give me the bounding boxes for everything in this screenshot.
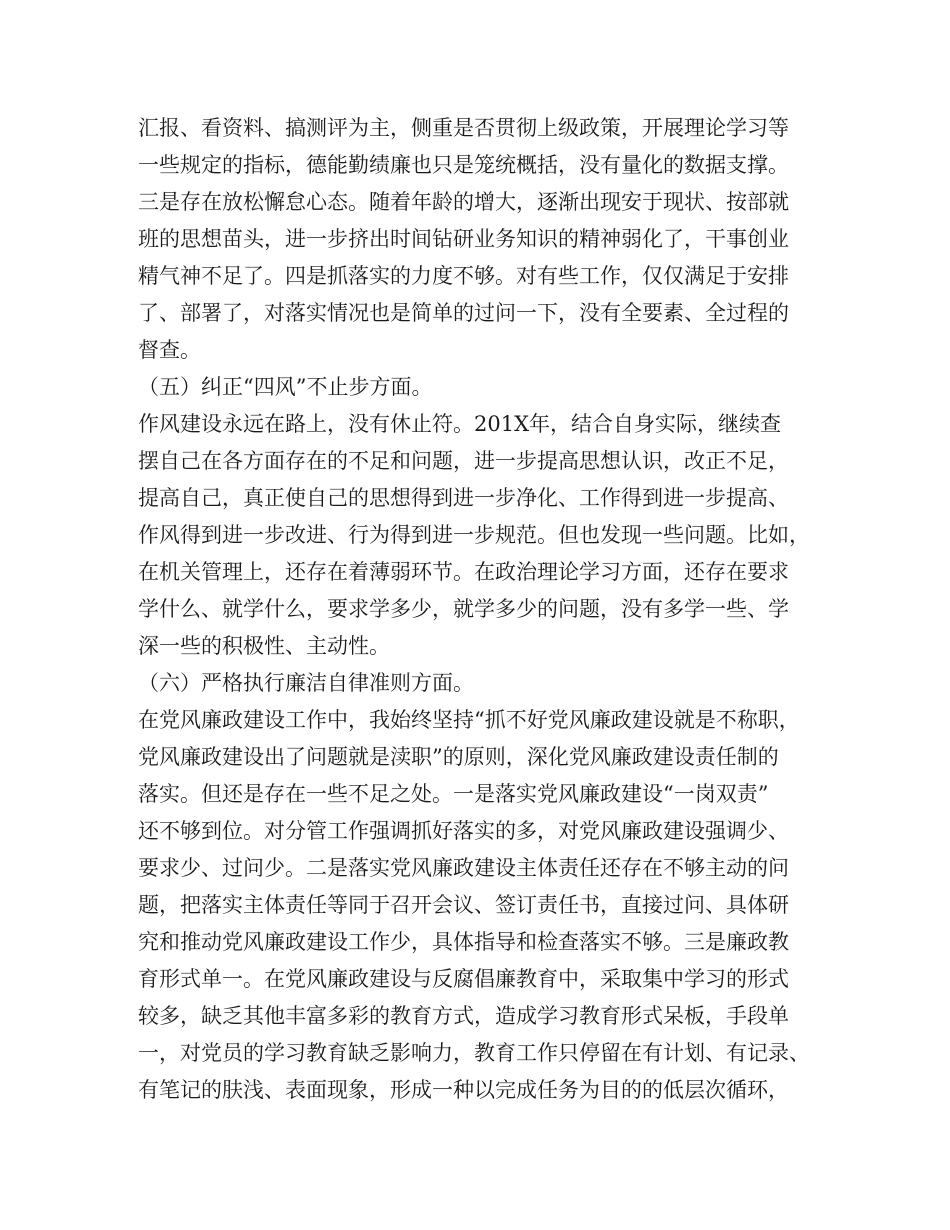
document-text-line: 提高自己，真正使自己的思想得到进一步净化、工作得到进一步提高、 — [138, 486, 789, 510]
document-text-line: （六）严格执行廉洁自律准则方面。 — [138, 671, 474, 695]
document-text-line: 一些规定的指标，德能勤绩廉也只是笼统概括，没有量化的数据支撑。 — [138, 153, 789, 177]
document-text-line: 学什么、就学什么，要求学多少，就学多少的问题，没有多学一些、学 — [138, 597, 789, 621]
document-text-line: 在党风廉政建设工作中，我始终坚持“抓不好党风廉政建设就是不称职， — [138, 708, 800, 732]
document-text-line: 摆自己在各方面存在的不足和问题，进一步提高思想认识，改正不足， — [138, 449, 789, 473]
document-text-line: （五）纠正“四风”不止步方面。 — [138, 375, 433, 399]
document-text-line: 三是存在放松懈怠心态。随着年龄的增大，逐渐出现安于现状、按部就 — [138, 190, 789, 214]
document-text-line: 落实。但还是存在一些不足之处。一是落实党风廉政建设“一岗双责” — [138, 782, 769, 806]
document-text-line: 究和推动党风廉政建设工作少，具体指导和检查落实不够。三是廉政教 — [138, 930, 789, 954]
document-text-line: 有笔记的肤浅、表面现象，形成一种以完成任务为目的的低层次循环， — [138, 1078, 789, 1102]
document-text-line: 一，对党员的学习教育缺乏影响力，教育工作只停留在有计划、有记录、 — [138, 1041, 810, 1065]
document-text-line: 要求少、过问少。二是落实党风廉政建设主体责任还存在不够主动的问 — [138, 856, 789, 880]
document-text-line: 较多，缺乏其他丰富多彩的教育方式，造成学习教育形式呆板，手段单 — [138, 1004, 789, 1028]
document-text-line: 作风得到进一步改进、行为得到进一步规范。但也发现一些问题。比如， — [138, 523, 810, 547]
document-text-line: 了、部署了，对落实情况也是简单的过问一下，没有全要素、全过程的 — [138, 301, 789, 325]
document-text-line: 在机关管理上，还存在着薄弱环节。在政治理论学习方面，还存在要求 — [138, 560, 789, 584]
document-text-line: 还不够到位。对分管工作强调抓好落实的多，对党风廉政建设强调少、 — [138, 819, 789, 843]
document-text-line: 督查。 — [138, 338, 201, 362]
document-text-line: 班的思想苗头，进一步挤出时间钻研业务知识的精神弱化了，干事创业 — [138, 227, 789, 251]
document-body — [138, 110, 828, 1109]
document-text-line: 题，把落实主体责任等同于召开会议、签订责任书，直接过问、具体研 — [138, 893, 789, 917]
document-text-line: 深一些的积极性、主动性。 — [138, 634, 390, 658]
document-text-line: 作风建设永远在路上，没有休止符。201X年，结合自身实际，继续查 — [138, 412, 782, 436]
document-text-line: 汇报、看资料、搞测评为主，侧重是否贯彻上级政策，开展理论学习等 — [138, 116, 789, 140]
document-text-line: 育形式单一。在党风廉政建设与反腐倡廉教育中，采取集中学习的形式 — [138, 967, 789, 991]
document-text-line: 党风廉政建设出了问题就是渎职”的原则，深化党风廉政建设责任制的 — [138, 745, 779, 769]
document-text-line: 精气神不足了。四是抓落实的力度不够。对有些工作，仅仅满足于安排 — [138, 264, 789, 288]
